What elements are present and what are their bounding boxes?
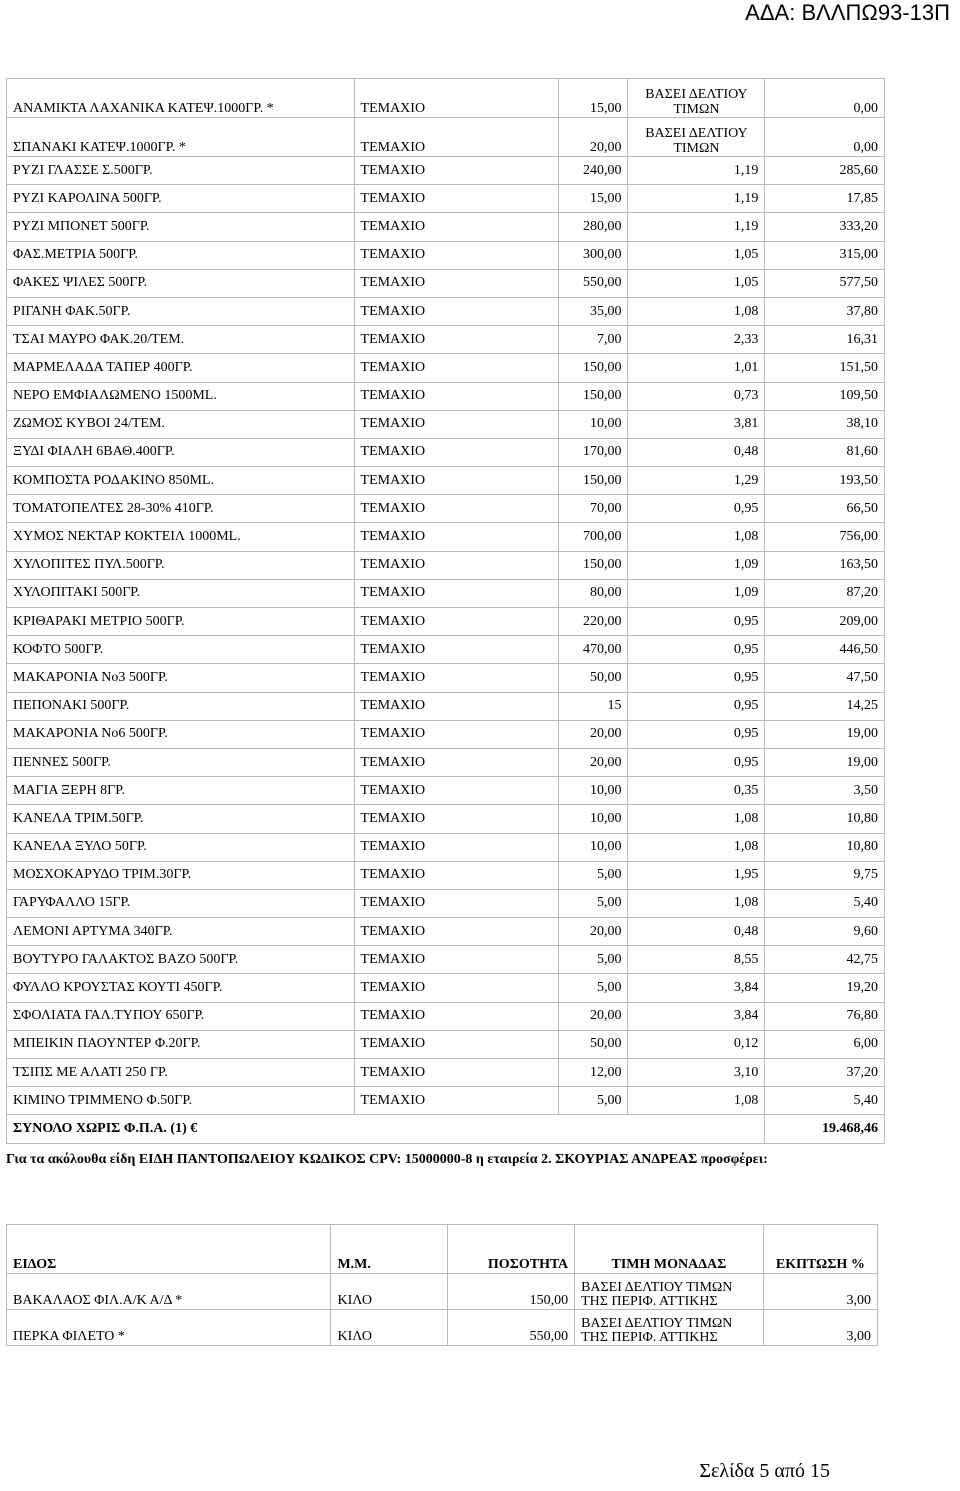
- item-unit: ΤΕΜΑΧΙΟ: [354, 1087, 558, 1115]
- table-row: [7, 664, 885, 692]
- item-total: 19,20: [765, 974, 885, 1002]
- supplier-row: [7, 1310, 878, 1346]
- total-value: 19.468,46: [765, 1115, 885, 1143]
- item-unit-price: 1,19: [628, 157, 765, 185]
- header-qty: ΠΟΣΟΤΗΤΑ: [447, 1225, 574, 1274]
- item-unit: ΤΕΜΑΧΙΟ: [354, 326, 558, 354]
- item-qty: 700,00: [558, 523, 628, 551]
- item-unit-price: 1,05: [628, 269, 765, 297]
- item-qty: 5,00: [558, 889, 628, 917]
- item-name: ΜΑΡΜΕΛΑΔΑ ΤΑΠΕΡ 400ΓΡ.: [7, 354, 355, 382]
- item-unit: ΤΕΜΑΧΙΟ: [354, 664, 558, 692]
- item-unit: ΤΕΜΑΧΙΟ: [354, 269, 558, 297]
- item-name: ΛΕΜΟΝΙ ΑΡΤΥΜΑ 340ΓΡ.: [7, 918, 355, 946]
- item-total: 10,80: [765, 805, 885, 833]
- item-total: 446,50: [765, 636, 885, 664]
- item-unit-price: 1,09: [628, 551, 765, 579]
- table-row: [7, 608, 885, 636]
- supplier-row: [7, 1274, 878, 1310]
- item-qty: 170,00: [558, 438, 628, 466]
- item-unit-price: 0,35: [628, 777, 765, 805]
- table-row: [7, 79, 885, 118]
- supplier-discount: 3,00: [763, 1310, 877, 1346]
- item-total: 9,75: [765, 861, 885, 889]
- item-qty: 15: [558, 692, 628, 720]
- item-unit: ΤΕΜΑΧΙΟ: [354, 495, 558, 523]
- item-unit: ΤΕΜΑΧΙΟ: [354, 354, 558, 382]
- item-name: ΠΕΠΟΝΑΚΙ 500ΓΡ.: [7, 692, 355, 720]
- item-qty: 20,00: [558, 118, 628, 157]
- item-qty: 35,00: [558, 297, 628, 325]
- item-qty: 20,00: [558, 748, 628, 776]
- supplier-item: ΒΑΚΑΛΑΟΣ ΦΙΛ.Α/Κ Α/Δ *: [7, 1274, 331, 1310]
- item-unit: ΤΕΜΑΧΙΟ: [354, 118, 558, 157]
- item-name: ΚΟΦΤΟ 500ΓΡ.: [7, 636, 355, 664]
- table-row: [7, 213, 885, 241]
- total-label: ΣΥΝΟΛΟ ΧΩΡΙΣ Φ.Π.Α. (1) €: [7, 1115, 765, 1143]
- item-qty: 150,00: [558, 467, 628, 495]
- item-qty: 70,00: [558, 495, 628, 523]
- table-row: [7, 1030, 885, 1058]
- item-total: 9,60: [765, 918, 885, 946]
- supplier-unit: ΚΙΛΟ: [331, 1274, 447, 1310]
- table-row: [7, 157, 885, 185]
- item-name: ΦΑΣ.ΜΕΤΡΙΑ 500ΓΡ.: [7, 241, 355, 269]
- item-name: ΦΥΛΛΟ ΚΡΟΥΣΤΑΣ ΚΟΥΤΙ 450ΓΡ.: [7, 974, 355, 1002]
- item-unit-price: 8,55: [628, 946, 765, 974]
- item-name: ΝΕΡΟ ΕΜΦΙΑΛΩΜΕΝΟ 1500ML.: [7, 382, 355, 410]
- header-discount: ΕΚΠΤΩΣΗ %: [763, 1225, 877, 1274]
- item-unit-price: 1,05: [628, 241, 765, 269]
- item-unit-price: 0,95: [628, 636, 765, 664]
- supplier-item: ΠΕΡΚΑ ΦΙΛΕΤΟ *: [7, 1310, 331, 1346]
- item-name: ΤΣΙΠΣ ΜΕ ΑΛΑΤΙ 250 ΓΡ.: [7, 1059, 355, 1087]
- supplier-price: ΒΑΣΕΙ ΔΕΛΤΙΟΥ ΤΙΜΩΝ ΤΗΣ ΠΕΡΙΦ. ΑΤΤΙΚΗΣ: [575, 1274, 764, 1310]
- item-name: ΚΟΜΠΟΣΤΑ ΡΟΔΑΚΙΝΟ 850ML.: [7, 467, 355, 495]
- supplier-price: ΒΑΣΕΙ ΔΕΛΤΙΟΥ ΤΙΜΩΝ ΤΗΣ ΠΕΡΙΦ. ΑΤΤΙΚΗΣ: [575, 1310, 764, 1346]
- item-total: 16,31: [765, 326, 885, 354]
- item-qty: 150,00: [558, 354, 628, 382]
- item-name: ΡΙΓΑΝΗ ΦΑΚ.50ΓΡ.: [7, 297, 355, 325]
- table-row: [7, 833, 885, 861]
- item-name: ΠΕΝΝΕΣ 500ΓΡ.: [7, 748, 355, 776]
- table-row: [7, 974, 885, 1002]
- item-unit: ΤΕΜΑΧΙΟ: [354, 241, 558, 269]
- item-unit-price: 1,08: [628, 833, 765, 861]
- item-qty: 12,00: [558, 1059, 628, 1087]
- item-name: ΣΦΟΛΙΑΤΑ ΓΑΛ.ΤΥΠΟΥ 650ΓΡ.: [7, 1002, 355, 1030]
- item-qty: 550,00: [558, 269, 628, 297]
- item-qty: 5,00: [558, 1087, 628, 1115]
- item-name: ΖΩΜΟΣ ΚΥΒΟΙ 24/ΤΕΜ.: [7, 410, 355, 438]
- item-name: ΡΥΖΙ ΚΑΡΟΛΙΝΑ 500ΓΡ.: [7, 185, 355, 213]
- item-total: 5,40: [765, 889, 885, 917]
- item-qty: 240,00: [558, 157, 628, 185]
- item-unit: ΤΕΜΑΧΙΟ: [354, 805, 558, 833]
- item-unit: ΤΕΜΑΧΙΟ: [354, 1059, 558, 1087]
- item-unit: ΤΕΜΑΧΙΟ: [354, 579, 558, 607]
- item-qty: 5,00: [558, 974, 628, 1002]
- item-total: 209,00: [765, 608, 885, 636]
- item-unit: ΤΕΜΑΧΙΟ: [354, 946, 558, 974]
- supplier-discount: 3,00: [763, 1274, 877, 1310]
- table-row: [7, 720, 885, 748]
- item-name: ΚΙΜΙΝΟ ΤΡΙΜΜΕΝΟ Φ.50ΓΡ.: [7, 1087, 355, 1115]
- supplier-note: Για τα ακόλουθα είδη ΕΙΔΗ ΠΑΝΤΟΠΩΛΕΙΟΥ ΚΩΔΙΚΟΣ CPV: 15000000-8 η εταιρεία 2. ΣΚΟΥΡΙΑΣ ΑΝΔΡΕΑΣ προσφέρει:: [6, 1152, 768, 1167]
- item-unit-price: ΒΑΣΕΙ ΔΕΛΤΙΟΥ ΤΙΜΩΝ: [628, 118, 765, 157]
- item-qty: 80,00: [558, 579, 628, 607]
- item-total: 47,50: [765, 664, 885, 692]
- table-row: [7, 805, 885, 833]
- item-qty: 10,00: [558, 805, 628, 833]
- item-name: ΜΑΓΙΑ ΞΕΡΗ 8ΓΡ.: [7, 777, 355, 805]
- item-name: ΚΡΙΘΑΡΑΚΙ ΜΕΤΡΙΟ 500ΓΡ.: [7, 608, 355, 636]
- page-number: Σελίδα 5 από 15: [699, 1460, 830, 1482]
- item-name: ΚΑΝΕΛΑ ΞΥΛΟ 50ΓΡ.: [7, 833, 355, 861]
- item-unit-price: 0,12: [628, 1030, 765, 1058]
- item-name: ΡΥΖΙ ΜΠΟΝΕΤ 500ΓΡ.: [7, 213, 355, 241]
- item-qty: 150,00: [558, 551, 628, 579]
- item-unit: ΤΕΜΑΧΙΟ: [354, 551, 558, 579]
- table-row: [7, 1002, 885, 1030]
- item-qty: 20,00: [558, 720, 628, 748]
- item-total: 3,50: [765, 777, 885, 805]
- table-row: [7, 467, 885, 495]
- item-unit-price: 0,95: [628, 495, 765, 523]
- item-name: ΓΑΡΥΦΑΛΛΟ 15ΓΡ.: [7, 889, 355, 917]
- item-total: 10,80: [765, 833, 885, 861]
- item-unit-price: 3,81: [628, 410, 765, 438]
- item-name: ΤΣΑΙ ΜΑΥΡΟ ΦΑΚ.20/ΤΕΜ.: [7, 326, 355, 354]
- item-unit: ΤΕΜΑΧΙΟ: [354, 438, 558, 466]
- table-row: [7, 748, 885, 776]
- item-name: ΧΥΛΟΠΙΤΕΣ ΠΥΛ.500ΓΡ.: [7, 551, 355, 579]
- item-unit-price: 1,09: [628, 579, 765, 607]
- item-total: 37,20: [765, 1059, 885, 1087]
- item-unit-price: 0,73: [628, 382, 765, 410]
- table-row: [7, 777, 885, 805]
- item-total: 577,50: [765, 269, 885, 297]
- supplier-header-row: [7, 1225, 878, 1274]
- item-name: ΑΝΑΜΙΚΤΑ ΛΑΧΑΝΙΚΑ ΚΑΤΕΨ.1000ΓΡ. *: [7, 79, 355, 118]
- item-total: 81,60: [765, 438, 885, 466]
- item-total: 0,00: [765, 79, 885, 118]
- item-name: ΜΠΕΙΚΙΝ ΠΑΟΥΝΤΕΡ Φ.20ΓΡ.: [7, 1030, 355, 1058]
- table-row: [7, 495, 885, 523]
- item-total: 315,00: [765, 241, 885, 269]
- item-unit-price: 0,48: [628, 438, 765, 466]
- item-unit: ΤΕΜΑΧΙΟ: [354, 1030, 558, 1058]
- item-qty: 280,00: [558, 213, 628, 241]
- item-total: 151,50: [765, 354, 885, 382]
- item-unit-price: 3,84: [628, 1002, 765, 1030]
- item-unit: ΤΕΜΑΧΙΟ: [354, 636, 558, 664]
- item-qty: 10,00: [558, 777, 628, 805]
- item-unit-price: 0,95: [628, 748, 765, 776]
- table-row: [7, 861, 885, 889]
- ada-header: ΑΔΑ: ΒΛΛΠΩ93-13Π: [745, 0, 950, 25]
- item-unit-price: 0,95: [628, 692, 765, 720]
- item-unit: ΤΕΜΑΧΙΟ: [354, 382, 558, 410]
- item-unit-price: 1,08: [628, 889, 765, 917]
- item-unit: ΤΕΜΑΧΙΟ: [354, 861, 558, 889]
- item-unit-price: 1,19: [628, 213, 765, 241]
- item-name: ΜΟΣΧΟΚΑΡΥΔΟ ΤΡΙΜ.30ΓΡ.: [7, 861, 355, 889]
- item-unit: ΤΕΜΑΧΙΟ: [354, 833, 558, 861]
- table-row: [7, 692, 885, 720]
- item-unit: ΤΕΜΑΧΙΟ: [354, 157, 558, 185]
- item-name: ΧΥΛΟΠΙΤΑΚΙ 500ΓΡ.: [7, 579, 355, 607]
- total-row: [7, 1115, 885, 1143]
- item-unit: ΤΕΜΑΧΙΟ: [354, 889, 558, 917]
- item-unit: ΤΕΜΑΧΙΟ: [354, 692, 558, 720]
- item-unit-price: 1,01: [628, 354, 765, 382]
- item-qty: 50,00: [558, 664, 628, 692]
- item-unit: ΤΕΜΑΧΙΟ: [354, 608, 558, 636]
- item-total: 17,85: [765, 185, 885, 213]
- item-qty: 7,00: [558, 326, 628, 354]
- item-total: 285,60: [765, 157, 885, 185]
- item-name: ΣΠΑΝΑΚΙ ΚΑΤΕΨ.1000ΓΡ. *: [7, 118, 355, 157]
- item-total: 6,00: [765, 1030, 885, 1058]
- item-unit: ΤΕΜΑΧΙΟ: [354, 720, 558, 748]
- item-unit-price: 2,33: [628, 326, 765, 354]
- item-qty: 10,00: [558, 833, 628, 861]
- item-unit-price: 3,84: [628, 974, 765, 1002]
- item-unit: ΤΕΜΑΧΙΟ: [354, 213, 558, 241]
- item-unit-price: 0,95: [628, 664, 765, 692]
- item-qty: 150,00: [558, 382, 628, 410]
- item-unit-price: 0,95: [628, 608, 765, 636]
- item-qty: 15,00: [558, 79, 628, 118]
- supplier-qty: 550,00: [447, 1310, 574, 1346]
- table-row: [7, 1059, 885, 1087]
- item-qty: 10,00: [558, 410, 628, 438]
- item-unit-price: 1,08: [628, 523, 765, 551]
- item-total: 37,80: [765, 297, 885, 325]
- item-name: ΦΑΚΕΣ ΨΙΛΕΣ 500ΓΡ.: [7, 269, 355, 297]
- item-qty: 50,00: [558, 1030, 628, 1058]
- item-total: 38,10: [765, 410, 885, 438]
- table-row: [7, 918, 885, 946]
- item-qty: 20,00: [558, 918, 628, 946]
- item-total: 87,20: [765, 579, 885, 607]
- table-row: [7, 523, 885, 551]
- supplier-table: [6, 1224, 878, 1346]
- item-qty: 5,00: [558, 861, 628, 889]
- item-unit-price: 1,95: [628, 861, 765, 889]
- item-qty: 300,00: [558, 241, 628, 269]
- table-row: [7, 889, 885, 917]
- item-unit-price: ΒΑΣΕΙ ΔΕΛΤΙΟΥ ΤΙΜΩΝ: [628, 79, 765, 118]
- item-total: 42,75: [765, 946, 885, 974]
- table-row: [7, 1087, 885, 1115]
- table-row: [7, 551, 885, 579]
- item-unit-price: 0,48: [628, 918, 765, 946]
- table-row: [7, 118, 885, 157]
- item-unit-price: 1,19: [628, 185, 765, 213]
- item-qty: 20,00: [558, 1002, 628, 1030]
- item-unit: ΤΕΜΑΧΙΟ: [354, 523, 558, 551]
- table-row: [7, 438, 885, 466]
- item-unit-price: 3,10: [628, 1059, 765, 1087]
- item-unit: ΤΕΜΑΧΙΟ: [354, 974, 558, 1002]
- item-unit: ΤΕΜΑΧΙΟ: [354, 748, 558, 776]
- item-total: 0,00: [765, 118, 885, 157]
- item-name: ΜΑΚΑΡΟΝΙΑ Νο3 500ΓΡ.: [7, 664, 355, 692]
- item-total: 109,50: [765, 382, 885, 410]
- item-qty: 470,00: [558, 636, 628, 664]
- table-row: [7, 185, 885, 213]
- supplier-unit: ΚΙΛΟ: [331, 1310, 447, 1346]
- item-unit-price: 1,08: [628, 805, 765, 833]
- item-unit: ΤΕΜΑΧΙΟ: [354, 777, 558, 805]
- item-name: ΡΥΖΙ ΓΛΑΣΣΕ Σ.500ΓΡ.: [7, 157, 355, 185]
- item-qty: 15,00: [558, 185, 628, 213]
- item-qty: 220,00: [558, 608, 628, 636]
- table-row: [7, 241, 885, 269]
- table-row: [7, 636, 885, 664]
- item-total: 19,00: [765, 748, 885, 776]
- item-unit: ΤΕΜΑΧΙΟ: [354, 467, 558, 495]
- table-row: [7, 410, 885, 438]
- item-total: 333,20: [765, 213, 885, 241]
- item-unit: ΤΕΜΑΧΙΟ: [354, 918, 558, 946]
- table-row: [7, 382, 885, 410]
- header-item: ΕΙΔΟΣ: [7, 1225, 331, 1274]
- item-unit: ΤΕΜΑΧΙΟ: [354, 410, 558, 438]
- table-row: [7, 946, 885, 974]
- header-unit: Μ.Μ.: [331, 1225, 447, 1274]
- item-total: 193,50: [765, 467, 885, 495]
- item-name: ΞΥΔΙ ΦΙΑΛΗ 6ΒΑΘ.400ΓΡ.: [7, 438, 355, 466]
- item-name: ΧΥΜΟΣ ΝΕΚΤΑΡ ΚΟΚΤΕΙΛ 1000ML.: [7, 523, 355, 551]
- item-name: ΤΟΜΑΤΟΠΕΛΤΕΣ 28-30% 410ΓΡ.: [7, 495, 355, 523]
- item-total: 163,50: [765, 551, 885, 579]
- item-total: 14,25: [765, 692, 885, 720]
- item-unit: ΤΕΜΑΧΙΟ: [354, 185, 558, 213]
- item-name: ΜΑΚΑΡΟΝΙΑ Νο6 500ΓΡ.: [7, 720, 355, 748]
- item-qty: 5,00: [558, 946, 628, 974]
- table-row: [7, 579, 885, 607]
- item-name: ΒΟΥΤΥΡΟ ΓΑΛΑΚΤΟΣ ΒΑΖΟ 500ΓΡ.: [7, 946, 355, 974]
- item-unit-price: 1,29: [628, 467, 765, 495]
- item-unit: ΤΕΜΑΧΙΟ: [354, 297, 558, 325]
- item-total: 756,00: [765, 523, 885, 551]
- item-unit: ΤΕΜΑΧΙΟ: [354, 1002, 558, 1030]
- table-row: [7, 297, 885, 325]
- table-row: [7, 326, 885, 354]
- items-table: [6, 78, 885, 1144]
- item-total: 5,40: [765, 1087, 885, 1115]
- header-price: ΤΙΜΗ ΜΟΝΑΔΑΣ: [575, 1225, 764, 1274]
- item-total: 76,80: [765, 1002, 885, 1030]
- item-unit-price: 1,08: [628, 1087, 765, 1115]
- item-total: 66,50: [765, 495, 885, 523]
- item-name: ΚΑΝΕΛΑ ΤΡΙΜ.50ΓΡ.: [7, 805, 355, 833]
- item-unit-price: 0,95: [628, 720, 765, 748]
- item-total: 19,00: [765, 720, 885, 748]
- table-row: [7, 354, 885, 382]
- supplier-qty: 150,00: [447, 1274, 574, 1310]
- item-unit-price: 1,08: [628, 297, 765, 325]
- item-unit: ΤΕΜΑΧΙΟ: [354, 79, 558, 118]
- table-row: [7, 269, 885, 297]
